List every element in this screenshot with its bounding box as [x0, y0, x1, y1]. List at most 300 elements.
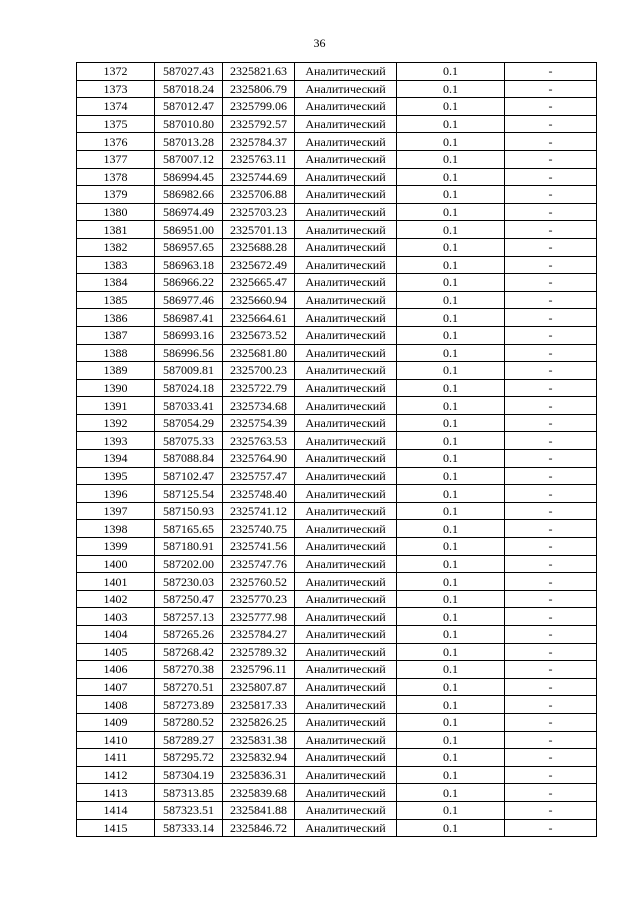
point-number-cell: 1406: [77, 661, 155, 679]
note-cell: -: [505, 414, 597, 432]
point-number-cell: 1407: [77, 678, 155, 696]
accuracy-cell: 0.1: [397, 238, 505, 256]
accuracy-cell: 0.1: [397, 326, 505, 344]
point-number-cell: 1378: [77, 168, 155, 186]
note-cell: -: [505, 133, 597, 151]
method-cell: Аналитический: [295, 608, 397, 626]
note-cell: -: [505, 98, 597, 116]
table-row: [77, 696, 597, 714]
table-row: [77, 502, 597, 520]
table-row: [77, 309, 597, 327]
x-coordinate-cell: 586957.65: [155, 238, 223, 256]
method-cell: Аналитический: [295, 661, 397, 679]
method-cell: Аналитический: [295, 397, 397, 415]
y-coordinate-cell: 2325681.80: [223, 344, 295, 362]
method-cell: Аналитический: [295, 749, 397, 767]
method-cell: Аналитический: [295, 221, 397, 239]
note-cell: -: [505, 186, 597, 204]
note-cell: -: [505, 467, 597, 485]
table-row: [77, 467, 597, 485]
table-row: [77, 661, 597, 679]
x-coordinate-cell: 586993.16: [155, 326, 223, 344]
table-row: [77, 678, 597, 696]
note-cell: -: [505, 80, 597, 98]
accuracy-cell: 0.1: [397, 186, 505, 204]
y-coordinate-cell: 2325777.98: [223, 608, 295, 626]
point-number-cell: 1389: [77, 362, 155, 380]
note-cell: -: [505, 397, 597, 415]
method-cell: Аналитический: [295, 696, 397, 714]
x-coordinate-cell: 587268.42: [155, 643, 223, 661]
method-cell: Аналитический: [295, 731, 397, 749]
accuracy-cell: 0.1: [397, 150, 505, 168]
y-coordinate-cell: 2325740.75: [223, 520, 295, 538]
method-cell: Аналитический: [295, 326, 397, 344]
method-cell: Аналитический: [295, 538, 397, 556]
y-coordinate-cell: 2325763.11: [223, 150, 295, 168]
note-cell: -: [505, 309, 597, 327]
table-row: [77, 626, 597, 644]
method-cell: Аналитический: [295, 186, 397, 204]
x-coordinate-cell: 587202.00: [155, 555, 223, 573]
method-cell: Аналитический: [295, 678, 397, 696]
note-cell: -: [505, 362, 597, 380]
x-coordinate-cell: 586987.41: [155, 309, 223, 327]
x-coordinate-cell: 586966.22: [155, 274, 223, 292]
note-cell: -: [505, 274, 597, 292]
accuracy-cell: 0.1: [397, 168, 505, 186]
y-coordinate-cell: 2325770.23: [223, 590, 295, 608]
y-coordinate-cell: 2325817.33: [223, 696, 295, 714]
coordinates-table: [76, 62, 597, 837]
table-row: [77, 573, 597, 591]
accuracy-cell: 0.1: [397, 309, 505, 327]
accuracy-cell: 0.1: [397, 467, 505, 485]
y-coordinate-cell: 2325700.23: [223, 362, 295, 380]
y-coordinate-cell: 2325839.68: [223, 784, 295, 802]
method-cell: Аналитический: [295, 115, 397, 133]
method-cell: Аналитический: [295, 520, 397, 538]
table-row: [77, 168, 597, 186]
note-cell: -: [505, 520, 597, 538]
table-row: [77, 590, 597, 608]
point-number-cell: 1415: [77, 819, 155, 837]
table-row: [77, 608, 597, 626]
method-cell: Аналитический: [295, 467, 397, 485]
accuracy-cell: 0.1: [397, 661, 505, 679]
point-number-cell: 1379: [77, 186, 155, 204]
note-cell: -: [505, 608, 597, 626]
table-row: [77, 731, 597, 749]
y-coordinate-cell: 2325821.63: [223, 63, 295, 81]
x-coordinate-cell: 586974.49: [155, 203, 223, 221]
method-cell: Аналитический: [295, 344, 397, 362]
method-cell: Аналитический: [295, 98, 397, 116]
note-cell: -: [505, 538, 597, 556]
x-coordinate-cell: 586994.45: [155, 168, 223, 186]
method-cell: Аналитический: [295, 590, 397, 608]
point-number-cell: 1390: [77, 379, 155, 397]
accuracy-cell: 0.1: [397, 678, 505, 696]
method-cell: Аналитический: [295, 80, 397, 98]
note-cell: -: [505, 819, 597, 837]
note-cell: -: [505, 801, 597, 819]
table-row: [77, 749, 597, 767]
table-row: [77, 256, 597, 274]
accuracy-cell: 0.1: [397, 749, 505, 767]
table-row: [77, 643, 597, 661]
accuracy-cell: 0.1: [397, 485, 505, 503]
table-row: [77, 766, 597, 784]
x-coordinate-cell: 587102.47: [155, 467, 223, 485]
x-coordinate-cell: 587273.89: [155, 696, 223, 714]
point-number-cell: 1410: [77, 731, 155, 749]
accuracy-cell: 0.1: [397, 397, 505, 415]
x-coordinate-cell: 587333.14: [155, 819, 223, 837]
method-cell: Аналитический: [295, 203, 397, 221]
x-coordinate-cell: 587150.93: [155, 502, 223, 520]
page-number: 36: [313, 36, 326, 50]
table-row: [77, 115, 597, 133]
x-coordinate-cell: 587280.52: [155, 713, 223, 731]
x-coordinate-cell: 587304.19: [155, 766, 223, 784]
method-cell: Аналитический: [295, 291, 397, 309]
x-coordinate-cell: 587054.29: [155, 414, 223, 432]
x-coordinate-cell: 587265.26: [155, 626, 223, 644]
accuracy-cell: 0.1: [397, 98, 505, 116]
accuracy-cell: 0.1: [397, 414, 505, 432]
point-number-cell: 1373: [77, 80, 155, 98]
y-coordinate-cell: 2325660.94: [223, 291, 295, 309]
table-row: [77, 80, 597, 98]
point-number-cell: 1372: [77, 63, 155, 81]
x-coordinate-cell: 586977.46: [155, 291, 223, 309]
accuracy-cell: 0.1: [397, 626, 505, 644]
x-coordinate-cell: 587018.24: [155, 80, 223, 98]
y-coordinate-cell: 2325703.23: [223, 203, 295, 221]
accuracy-cell: 0.1: [397, 362, 505, 380]
x-coordinate-cell: 587024.18: [155, 379, 223, 397]
point-number-cell: 1388: [77, 344, 155, 362]
accuracy-cell: 0.1: [397, 502, 505, 520]
x-coordinate-cell: 587313.85: [155, 784, 223, 802]
y-coordinate-cell: 2325672.49: [223, 256, 295, 274]
x-coordinate-cell: 587088.84: [155, 450, 223, 468]
x-coordinate-cell: 587125.54: [155, 485, 223, 503]
accuracy-cell: 0.1: [397, 696, 505, 714]
y-coordinate-cell: 2325831.38: [223, 731, 295, 749]
method-cell: Аналитический: [295, 414, 397, 432]
table-row: [77, 520, 597, 538]
note-cell: -: [505, 661, 597, 679]
table-row: [77, 397, 597, 415]
y-coordinate-cell: 2325747.76: [223, 555, 295, 573]
table-row: [77, 98, 597, 116]
table-row: [77, 784, 597, 802]
note-cell: -: [505, 573, 597, 591]
point-number-cell: 1395: [77, 467, 155, 485]
y-coordinate-cell: 2325763.53: [223, 432, 295, 450]
accuracy-cell: 0.1: [397, 520, 505, 538]
accuracy-cell: 0.1: [397, 203, 505, 221]
x-coordinate-cell: 586963.18: [155, 256, 223, 274]
method-cell: Аналитический: [295, 238, 397, 256]
table-row: [77, 221, 597, 239]
point-number-cell: 1398: [77, 520, 155, 538]
y-coordinate-cell: 2325806.79: [223, 80, 295, 98]
point-number-cell: 1401: [77, 573, 155, 591]
method-cell: Аналитический: [295, 379, 397, 397]
accuracy-cell: 0.1: [397, 80, 505, 98]
accuracy-cell: 0.1: [397, 801, 505, 819]
point-number-cell: 1374: [77, 98, 155, 116]
y-coordinate-cell: 2325789.32: [223, 643, 295, 661]
note-cell: -: [505, 115, 597, 133]
note-cell: -: [505, 713, 597, 731]
x-coordinate-cell: 587257.13: [155, 608, 223, 626]
method-cell: Аналитический: [295, 573, 397, 591]
method-cell: Аналитический: [295, 784, 397, 802]
accuracy-cell: 0.1: [397, 731, 505, 749]
note-cell: -: [505, 626, 597, 644]
coordinates-table-body: [77, 63, 597, 837]
y-coordinate-cell: 2325722.79: [223, 379, 295, 397]
y-coordinate-cell: 2325784.37: [223, 133, 295, 151]
y-coordinate-cell: 2325841.88: [223, 801, 295, 819]
y-coordinate-cell: 2325744.69: [223, 168, 295, 186]
y-coordinate-cell: 2325799.06: [223, 98, 295, 116]
accuracy-cell: 0.1: [397, 274, 505, 292]
note-cell: -: [505, 326, 597, 344]
point-number-cell: 1400: [77, 555, 155, 573]
point-number-cell: 1413: [77, 784, 155, 802]
note-cell: -: [505, 450, 597, 468]
x-coordinate-cell: 587007.12: [155, 150, 223, 168]
y-coordinate-cell: 2325807.87: [223, 678, 295, 696]
accuracy-cell: 0.1: [397, 784, 505, 802]
point-number-cell: 1403: [77, 608, 155, 626]
y-coordinate-cell: 2325760.52: [223, 573, 295, 591]
x-coordinate-cell: 587180.91: [155, 538, 223, 556]
note-cell: -: [505, 63, 597, 81]
x-coordinate-cell: 586996.56: [155, 344, 223, 362]
point-number-cell: 1384: [77, 274, 155, 292]
accuracy-cell: 0.1: [397, 555, 505, 573]
table-row: [77, 379, 597, 397]
note-cell: -: [505, 766, 597, 784]
note-cell: -: [505, 784, 597, 802]
x-coordinate-cell: 587323.51: [155, 801, 223, 819]
x-coordinate-cell: 587289.27: [155, 731, 223, 749]
point-number-cell: 1380: [77, 203, 155, 221]
x-coordinate-cell: 587009.81: [155, 362, 223, 380]
table-row: [77, 414, 597, 432]
y-coordinate-cell: 2325832.94: [223, 749, 295, 767]
note-cell: -: [505, 696, 597, 714]
point-number-cell: 1399: [77, 538, 155, 556]
table-row: [77, 186, 597, 204]
point-number-cell: 1397: [77, 502, 155, 520]
method-cell: Аналитический: [295, 362, 397, 380]
x-coordinate-cell: 587165.65: [155, 520, 223, 538]
method-cell: Аналитический: [295, 168, 397, 186]
accuracy-cell: 0.1: [397, 590, 505, 608]
accuracy-cell: 0.1: [397, 256, 505, 274]
y-coordinate-cell: 2325664.61: [223, 309, 295, 327]
note-cell: -: [505, 379, 597, 397]
x-coordinate-cell: 587270.51: [155, 678, 223, 696]
point-number-cell: 1383: [77, 256, 155, 274]
point-number-cell: 1405: [77, 643, 155, 661]
point-number-cell: 1386: [77, 309, 155, 327]
accuracy-cell: 0.1: [397, 133, 505, 151]
point-number-cell: 1381: [77, 221, 155, 239]
table-row: [77, 450, 597, 468]
table-row: [77, 326, 597, 344]
x-coordinate-cell: 587027.43: [155, 63, 223, 81]
y-coordinate-cell: 2325665.47: [223, 274, 295, 292]
table-row: [77, 555, 597, 573]
method-cell: Аналитический: [295, 133, 397, 151]
accuracy-cell: 0.1: [397, 766, 505, 784]
y-coordinate-cell: 2325754.39: [223, 414, 295, 432]
method-cell: Аналитический: [295, 450, 397, 468]
note-cell: -: [505, 555, 597, 573]
table-row: [77, 538, 597, 556]
method-cell: Аналитический: [295, 256, 397, 274]
note-cell: -: [505, 238, 597, 256]
table-row: [77, 432, 597, 450]
accuracy-cell: 0.1: [397, 115, 505, 133]
table-row: [77, 238, 597, 256]
table-row: [77, 713, 597, 731]
x-coordinate-cell: 586951.00: [155, 221, 223, 239]
y-coordinate-cell: 2325764.90: [223, 450, 295, 468]
method-cell: Аналитический: [295, 801, 397, 819]
method-cell: Аналитический: [295, 626, 397, 644]
table-row: [77, 63, 597, 81]
note-cell: -: [505, 643, 597, 661]
accuracy-cell: 0.1: [397, 291, 505, 309]
y-coordinate-cell: 2325784.27: [223, 626, 295, 644]
table-row: [77, 274, 597, 292]
note-cell: -: [505, 502, 597, 520]
note-cell: -: [505, 344, 597, 362]
x-coordinate-cell: 587010.80: [155, 115, 223, 133]
y-coordinate-cell: 2325741.12: [223, 502, 295, 520]
method-cell: Аналитический: [295, 63, 397, 81]
x-coordinate-cell: 587033.41: [155, 397, 223, 415]
point-number-cell: 1375: [77, 115, 155, 133]
accuracy-cell: 0.1: [397, 538, 505, 556]
method-cell: Аналитический: [295, 485, 397, 503]
y-coordinate-cell: 2325706.88: [223, 186, 295, 204]
y-coordinate-cell: 2325688.28: [223, 238, 295, 256]
table-row: [77, 485, 597, 503]
note-cell: -: [505, 485, 597, 503]
table-row: [77, 801, 597, 819]
note-cell: -: [505, 731, 597, 749]
method-cell: Аналитический: [295, 274, 397, 292]
method-cell: Аналитический: [295, 309, 397, 327]
table-row: [77, 362, 597, 380]
point-number-cell: 1394: [77, 450, 155, 468]
method-cell: Аналитический: [295, 819, 397, 837]
accuracy-cell: 0.1: [397, 608, 505, 626]
note-cell: -: [505, 150, 597, 168]
accuracy-cell: 0.1: [397, 379, 505, 397]
point-number-cell: 1409: [77, 713, 155, 731]
method-cell: Аналитический: [295, 766, 397, 784]
accuracy-cell: 0.1: [397, 63, 505, 81]
y-coordinate-cell: 2325792.57: [223, 115, 295, 133]
table-row: [77, 344, 597, 362]
table-row: [77, 291, 597, 309]
point-number-cell: 1393: [77, 432, 155, 450]
x-coordinate-cell: 587012.47: [155, 98, 223, 116]
x-coordinate-cell: 587075.33: [155, 432, 223, 450]
accuracy-cell: 0.1: [397, 713, 505, 731]
point-number-cell: 1387: [77, 326, 155, 344]
point-number-cell: 1404: [77, 626, 155, 644]
note-cell: -: [505, 291, 597, 309]
table-row: [77, 203, 597, 221]
y-coordinate-cell: 2325846.72: [223, 819, 295, 837]
y-coordinate-cell: 2325734.68: [223, 397, 295, 415]
x-coordinate-cell: 587250.47: [155, 590, 223, 608]
y-coordinate-cell: 2325826.25: [223, 713, 295, 731]
table-row: [77, 150, 597, 168]
x-coordinate-cell: 587295.72: [155, 749, 223, 767]
point-number-cell: 1402: [77, 590, 155, 608]
note-cell: -: [505, 203, 597, 221]
method-cell: Аналитический: [295, 643, 397, 661]
y-coordinate-cell: 2325673.52: [223, 326, 295, 344]
note-cell: -: [505, 221, 597, 239]
table-row: [77, 819, 597, 837]
method-cell: Аналитический: [295, 502, 397, 520]
y-coordinate-cell: 2325748.40: [223, 485, 295, 503]
y-coordinate-cell: 2325757.47: [223, 467, 295, 485]
accuracy-cell: 0.1: [397, 573, 505, 591]
y-coordinate-cell: 2325796.11: [223, 661, 295, 679]
table-row: [77, 133, 597, 151]
point-number-cell: 1377: [77, 150, 155, 168]
note-cell: -: [505, 590, 597, 608]
x-coordinate-cell: 587013.28: [155, 133, 223, 151]
x-coordinate-cell: 586982.66: [155, 186, 223, 204]
y-coordinate-cell: 2325701.13: [223, 221, 295, 239]
method-cell: Аналитический: [295, 432, 397, 450]
method-cell: Аналитический: [295, 150, 397, 168]
point-number-cell: 1411: [77, 749, 155, 767]
point-number-cell: 1396: [77, 485, 155, 503]
point-number-cell: 1414: [77, 801, 155, 819]
x-coordinate-cell: 587230.03: [155, 573, 223, 591]
x-coordinate-cell: 587270.38: [155, 661, 223, 679]
note-cell: -: [505, 256, 597, 274]
accuracy-cell: 0.1: [397, 344, 505, 362]
accuracy-cell: 0.1: [397, 643, 505, 661]
accuracy-cell: 0.1: [397, 450, 505, 468]
note-cell: -: [505, 678, 597, 696]
y-coordinate-cell: 2325836.31: [223, 766, 295, 784]
note-cell: -: [505, 432, 597, 450]
y-coordinate-cell: 2325741.56: [223, 538, 295, 556]
method-cell: Аналитический: [295, 713, 397, 731]
point-number-cell: 1385: [77, 291, 155, 309]
point-number-cell: 1408: [77, 696, 155, 714]
